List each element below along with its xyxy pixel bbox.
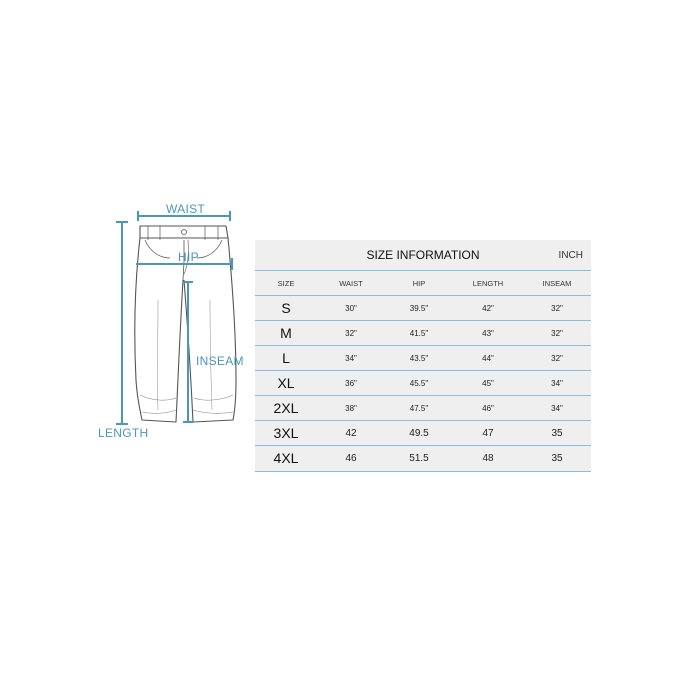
hip-cell: 43.5" [409,354,429,363]
size-cell: 4XL [273,450,299,466]
hip-cell: 49.5 [409,428,429,439]
length-cell: 48 [482,453,494,464]
column-header-inseam: INSEAM [542,279,572,288]
length-cell: 44" [482,354,494,363]
waist-cell: 38" [345,404,357,413]
table-row [255,295,591,321]
hip-cell: 51.5 [409,453,429,464]
inseam-cell: 32" [551,354,563,363]
hip-label: HIP [178,250,199,264]
table-row [255,370,591,396]
inseam-cell: 34" [551,379,563,388]
size-cell: XL [277,375,295,391]
length-cell: 45" [482,379,494,388]
hip-cell: 45.5" [409,379,429,388]
inseam-cell: 35 [551,428,563,439]
table-header-row [255,270,591,296]
size-cell: 2XL [273,400,299,416]
inseam-cell: 32" [551,304,563,313]
table-title-bar [255,240,591,270]
waist-cell: 42 [345,428,357,439]
table-row [255,320,591,346]
length-cell: 47 [482,428,494,439]
size-cell: 3XL [273,425,299,441]
waist-cell: 32" [345,329,357,338]
length-label: LENGTH [98,426,149,440]
hip-cell: 41.5" [409,329,429,338]
table-row [255,345,591,371]
length-cell: 46" [482,404,494,413]
inseam-cell: 34" [551,404,563,413]
length-cell: 42" [482,304,494,313]
size-chart-table [255,240,591,471]
table-row [255,420,591,446]
table-row [255,445,591,472]
measurement-lines [116,211,232,424]
column-header-size: SIZE [277,279,295,288]
inseam-cell: 35 [551,453,563,464]
table-row [255,395,591,421]
column-header-length: LENGTH [472,279,504,288]
waist-label: WAIST [166,202,206,216]
waist-cell: 36" [345,379,357,388]
inseam-cell: 32" [551,329,563,338]
size-cell: L [282,350,290,366]
hip-cell: 39.5" [409,304,429,313]
table-title: SIZE INFORMATION [366,248,480,262]
column-header-waist: WAIST [339,279,363,288]
size-cell: S [281,300,291,316]
hip-cell: 47.5" [409,404,429,413]
column-header-hip: HIP [412,279,426,288]
waist-cell: 30" [345,304,357,313]
unit-label: INCH [558,250,583,261]
size-cell: M [280,325,292,341]
inseam-label: INSEAM [196,354,244,368]
length-cell: 43" [482,329,494,338]
waist-cell: 46 [345,453,357,464]
waist-cell: 34" [345,354,357,363]
